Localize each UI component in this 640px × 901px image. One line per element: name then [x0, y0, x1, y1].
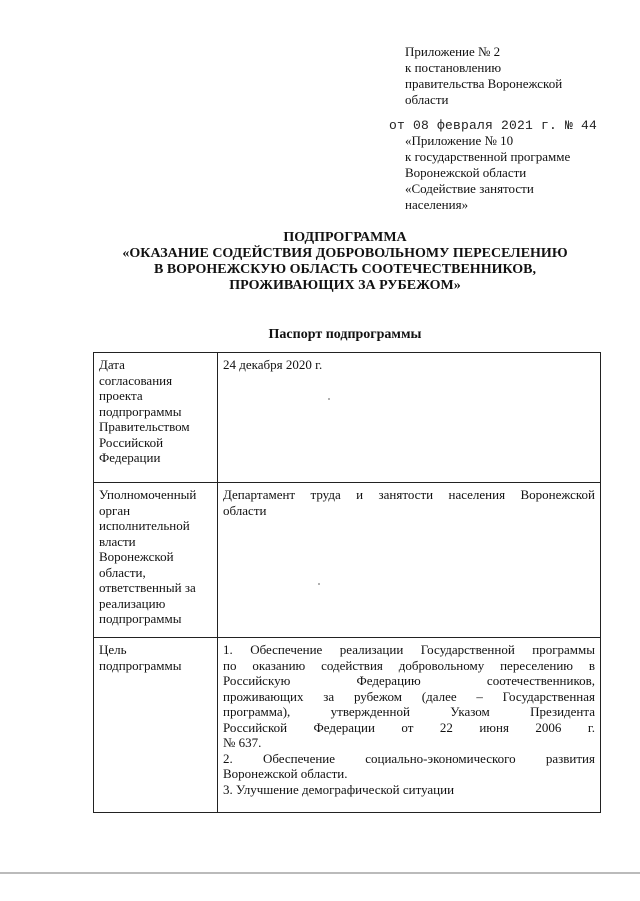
title-line: ПРОЖИВАЮЩИХ ЗА РУБЕЖОМ»: [229, 278, 461, 293]
appendix-line: «Содействие занятости: [405, 181, 534, 196]
table-row: [94, 483, 601, 638]
title-line: ПОДПРОГРАММА: [283, 230, 407, 245]
appendix-line: правительства Воронежской: [405, 76, 563, 91]
authority-line: области: [223, 502, 267, 518]
label-line: власти: [99, 533, 136, 549]
appendix-line: к государственной программе: [405, 149, 571, 164]
row-value-cell: [218, 353, 601, 483]
label-line: орган: [99, 502, 131, 518]
label-line: Российской: [99, 434, 164, 450]
resolution-date-number: от 08 февраля 2021 г. № 44: [389, 118, 598, 133]
label-line: согласования: [99, 372, 173, 388]
goal-line: 1. Обеспечение реализации Государственной программы: [223, 642, 595, 657]
title-line: В ВОРОНЕЖСКУЮ ОБЛАСТЬ СООТЕЧЕСТВЕННИКОВ,: [153, 262, 536, 277]
title-line: «ОКАЗАНИЕ СОДЕЙСТВИЯ ДОБРОВОЛЬНОМУ ПЕРЕСЕЛЕНИЮ: [122, 246, 568, 261]
appendix-line: Воронежской области: [405, 165, 527, 180]
scan-speck: [318, 583, 320, 585]
scan-speck: [328, 398, 330, 400]
appendix-program-header: [405, 133, 635, 213]
appendix-header: [405, 44, 635, 108]
appendix-line: области: [405, 92, 449, 107]
goal-line: по оказанию содействия добровольному переселению в: [223, 657, 595, 673]
row-label-cell: [94, 353, 218, 483]
label-line: ответственный за: [99, 580, 196, 595]
goal-line: программа), утвержденной Указом Президента: [223, 704, 595, 719]
approval-date: 24 декабря 2020 г.: [223, 357, 323, 372]
goal-line: проживающих за рубежом (далее – Государственная: [223, 688, 595, 704]
label-line: подпрограммы: [99, 611, 182, 626]
goal-line: 3. Улучшение демографической ситуации: [223, 781, 455, 797]
row-value-cell: [218, 483, 601, 638]
label-line: проекта: [99, 388, 143, 403]
label-line: области,: [99, 564, 146, 580]
goal-line: 2. Обеспечение социально-экономического развития: [223, 750, 595, 766]
row-label-cell: [94, 483, 218, 638]
passport-subtitle: Паспорт подпрограммы: [268, 327, 422, 342]
label-line: Дата: [99, 357, 125, 372]
goal-line: Воронежской области.: [223, 766, 348, 781]
label-line: исполнительной: [99, 518, 190, 533]
label-line: реализацию: [99, 595, 166, 611]
label-line: подпрограммы: [99, 657, 182, 673]
appendix-line: Приложение № 2: [405, 44, 501, 59]
goal-line: Российской Федерации от 22 июня 2006 г.: [223, 719, 595, 735]
label-line: подпрограммы: [99, 403, 182, 419]
appendix-line: населения»: [405, 197, 469, 212]
scan-artifact-line: [0, 872, 640, 874]
row-label-cell: [94, 638, 218, 813]
label-line: Федерации: [99, 450, 161, 465]
table-row: [94, 638, 601, 813]
label-line: Цель: [99, 642, 127, 657]
label-line: Воронежской: [99, 549, 174, 564]
passport-table: [93, 352, 601, 813]
appendix-line: к постановлению: [405, 60, 502, 75]
label-line: Правительством: [99, 419, 190, 434]
authority-line: Департамент труда и занятости населения Воронежской: [223, 487, 595, 502]
appendix-line: «Приложение № 10: [405, 133, 514, 148]
goal-line: № 637.: [223, 735, 262, 750]
document-title: [80, 230, 610, 294]
table-row: [94, 353, 601, 483]
goal-line: Российскую Федерацию соотечественников,: [223, 673, 595, 688]
label-line: Уполномоченный: [99, 487, 197, 502]
row-value-cell: [218, 638, 601, 813]
